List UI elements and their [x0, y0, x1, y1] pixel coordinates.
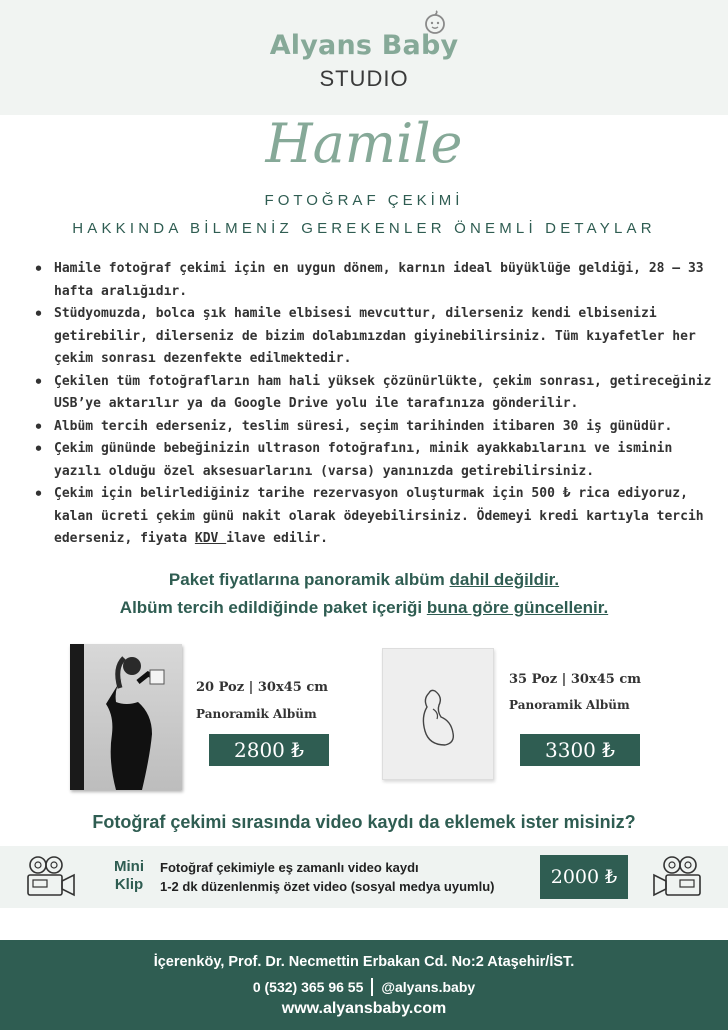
footer-separator [371, 978, 373, 996]
footer-contact [0, 978, 728, 996]
header-band [0, 0, 728, 115]
album-2-price: 3300 ₺ [520, 734, 640, 766]
page-title: Hamile [265, 112, 463, 175]
kdv-text: KDV [194, 531, 227, 546]
mini-clip-desc-1: Fotoğraf çekimiyle eş zamanlı video kaydı [160, 860, 419, 875]
album-image-white [382, 648, 494, 780]
list-item [32, 483, 712, 551]
brand-name: Alyans Baby [269, 30, 459, 61]
footer [0, 940, 728, 1030]
mini-label-1: Mini [114, 858, 144, 875]
subtitle-line-1: FOTOĞRAF ÇEKİMİ [264, 192, 464, 209]
package-note-1-underlined: dahil değildir. [449, 570, 560, 589]
package-note-1 [0, 570, 728, 590]
list-item: • Albüm tercih ederseniz, teslim süresi, seçim tarihinden itibaren 30 iş günüdür. [32, 416, 712, 439]
album-image-black [70, 644, 182, 790]
pregnant-line-art-icon [383, 649, 495, 781]
video-question: Fotoğraf çekimi sırasında video kaydı da eklemek ister misiniz? [92, 812, 636, 832]
footer-phone[interactable]: 0 (532) 365 96 55 [252, 979, 364, 995]
list-item: • Çekim gününde bebeğinizin ultrason fotoğrafını, minik ayakkabılarını ve isminin yazılı olduğu özel aksesuarlarını (varsa) yanınızda getirebilirsiniz. [32, 438, 712, 483]
mini-clip-price: 2000 ₺ [540, 855, 628, 899]
subtitle-line-2: HAKKINDA BİLMENİZ GEREKENLER ÖNEMLİ DETAYLAR [72, 220, 656, 237]
package-note-2-underlined: buna göre güncellenir. [426, 598, 609, 617]
album-1-type: Panoramik Albüm [196, 707, 317, 721]
footer-address: İçerenköy, Prof. Dr. Necmettin Erbakan Cd. No:2 Ataşehir/İST. [153, 954, 575, 970]
package-note-2-text: Albüm tercih edildiğinde paket içeriği [119, 598, 427, 617]
package-note-1-text: Paket fiyatlarına panoramik albüm [168, 570, 450, 589]
video-camera-icon [22, 853, 82, 901]
list-item-text-end: ilave edilir. [226, 531, 328, 546]
list-item: • Hamile fotoğraf çekimi için en uygun dönem, karnın ideal büyüklüğe geldiği, 28 – 33 hafta aralığıdır. [32, 258, 712, 303]
list-item: • Çekilen tüm fotoğrafların ham hali yüksek çözünürlükte, çekim sonrası, getireceğiniz USB’ye aktarılır ya da Google Drive yolu ile tarafınıza gönderilir. [32, 371, 712, 416]
package-note-2 [0, 598, 728, 618]
mini-label-2: Klip [114, 876, 144, 893]
list-item: • Stüdyomuzda, bolca şık hamile elbisesi mevcuttur, dilerseniz kendi elbisenizi getirebilir, dilerseniz de bizim dolabımızdan giyinebilirsiniz. Tüm kıyafetler her çekim sonrası dezenfekte edilmektedir. [32, 303, 712, 371]
brand-sub: STUDIO [319, 66, 409, 91]
mini-clip-label [106, 858, 152, 894]
album-2-type: Panoramik Albüm [509, 698, 630, 712]
footer-website[interactable]: www.alyansbaby.com [281, 1000, 447, 1017]
list-item-text: Çekim için belirlediğiniz tarihe rezervasyon oluşturmak için 500 ₺ rica ediyoruz, kalan ücreti çekim günü nakit olarak ödeyebilirsiniz. Ödemeyi kredi kartıyla tercih ederseniz, fiyata [54, 486, 704, 546]
album-1-pages: 20 Poz | 30x45 cm [196, 680, 329, 695]
footer-instagram[interactable]: @alyans.baby [381, 979, 476, 995]
album-2-pages: 35 Poz | 30x45 cm [509, 672, 642, 687]
album-1-price: 2800 ₺ [209, 734, 329, 766]
album-photo [84, 644, 182, 790]
video-camera-icon [648, 853, 708, 901]
mini-clip-desc-2: 1-2 dk düzenlenmiş özet video (sosyal medya uyumlu) [160, 879, 495, 894]
info-list [32, 258, 712, 551]
pregnant-woman-silhouette [84, 644, 182, 790]
